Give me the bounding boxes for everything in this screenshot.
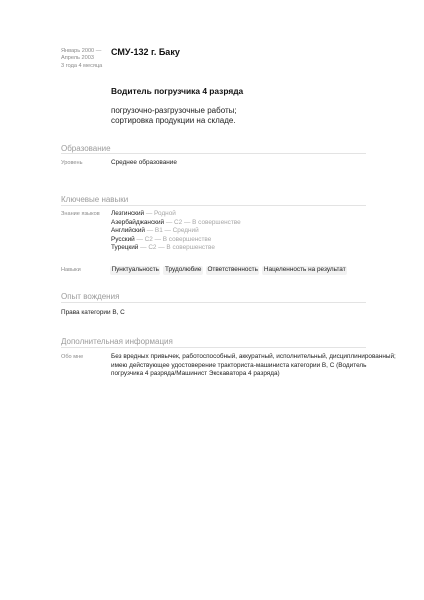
language-name: Лезгинский bbox=[111, 210, 145, 217]
experience-period bbox=[61, 48, 102, 70]
languages-list bbox=[111, 210, 241, 253]
section-divider bbox=[61, 153, 366, 154]
skill-tag: Пунктуальность bbox=[111, 266, 159, 273]
skill-tag: Нацеленность на результат bbox=[263, 266, 346, 273]
skill-tag: Ответственность bbox=[207, 266, 258, 273]
language-item bbox=[111, 227, 241, 236]
position-title: Водитель погрузчика 4 разряда bbox=[111, 86, 244, 96]
language-name: Русский bbox=[111, 235, 135, 243]
language-item bbox=[111, 244, 241, 253]
period-start: Январь 2000 — bbox=[61, 48, 102, 54]
driving-license: Права категории B, C bbox=[61, 309, 125, 316]
about-line: погрузчика 4 разряда/Машинист Экскаватора 4 разряда) bbox=[111, 370, 280, 378]
section-title-education: Образование bbox=[61, 144, 111, 153]
description-line: погрузочно-разгрузочные работы; bbox=[111, 106, 237, 115]
description-line: сортировка продукции на складе. bbox=[111, 116, 236, 125]
language-level: — C2 — В совершенстве bbox=[134, 235, 212, 243]
position-description bbox=[111, 106, 237, 126]
section-title-driving: Опыт вождения bbox=[61, 292, 120, 301]
period-duration: 3 года 4 месяца bbox=[61, 62, 103, 69]
section-divider bbox=[61, 302, 366, 303]
language-level: — C2 — В совершенстве bbox=[138, 244, 215, 252]
skill-tags bbox=[110, 266, 350, 275]
language-name: Азербайджанский bbox=[111, 218, 165, 226]
section-divider bbox=[61, 347, 366, 348]
about-line: имею действующее удостоверение тракториста-машиниста категории В, С (Водитель bbox=[111, 361, 367, 369]
about-label: Обо мне bbox=[61, 354, 84, 360]
company-name: СМУ-132 г. Баку bbox=[111, 47, 180, 57]
education-level-label: Уровень bbox=[61, 160, 83, 166]
language-level: — C2 — В совершенстве bbox=[164, 218, 241, 226]
languages-label: Знание языков bbox=[61, 211, 100, 217]
skills-label: Навыки bbox=[61, 267, 81, 273]
language-name: Английский bbox=[111, 227, 145, 235]
about-line: Без вредных привычек, работоспособный, аккуратный, исполнительный, дисциплинированный; bbox=[111, 353, 396, 360]
language-level: — Родной bbox=[144, 210, 176, 217]
language-item bbox=[111, 219, 241, 228]
section-title-skills: Ключевые навыки bbox=[61, 195, 129, 204]
skill-tag: Трудолюбие bbox=[164, 266, 202, 273]
language-item bbox=[111, 210, 241, 219]
education-level-value: Среднее образование bbox=[111, 159, 177, 166]
about-text bbox=[111, 353, 396, 379]
language-level: — B1 — Средний bbox=[144, 227, 199, 235]
section-title-additional: Дополнительная информация bbox=[61, 337, 173, 346]
period-end: Апрель 2003 bbox=[61, 55, 94, 62]
section-divider bbox=[61, 205, 366, 206]
language-name: Турецкий bbox=[111, 244, 139, 252]
